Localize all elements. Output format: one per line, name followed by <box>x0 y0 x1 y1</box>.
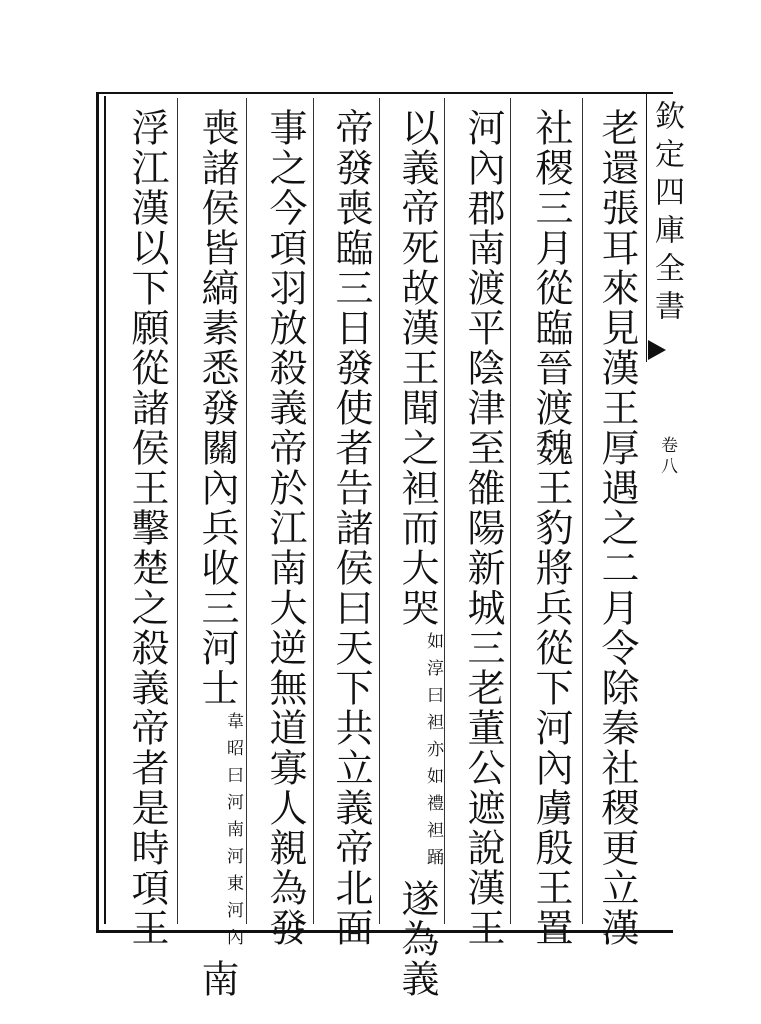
column-rule <box>379 98 380 924</box>
text-column-7 <box>192 108 242 999</box>
text-column-2 <box>526 108 576 948</box>
column-text: 社稷三月從臨晉渡魏王豹將兵從下河內虜殷王置 <box>529 108 573 948</box>
column-text-continued: 南 <box>195 959 239 999</box>
column-rule <box>313 98 314 924</box>
volume-label: 卷八 <box>657 436 677 478</box>
column-text: 以義帝死故漢王聞之袒而大哭 <box>395 108 439 628</box>
column-text: 老還張耳來見漢王厚遇之二月令除秦社稷更立漢 <box>595 108 639 948</box>
interlinear-note: 韋昭曰河南河東河內 <box>223 712 243 955</box>
frame-inner-rule <box>104 96 106 924</box>
column-rule <box>582 98 583 924</box>
text-column-8 <box>122 108 172 948</box>
book-title: 欽定四庫全書 <box>649 100 684 328</box>
text-column-1 <box>592 108 642 948</box>
page-frame <box>96 92 673 933</box>
column-rule <box>177 98 178 924</box>
fishtail-mark <box>648 340 666 360</box>
text-column-6 <box>260 108 310 948</box>
column-rule <box>444 98 445 924</box>
column-text: 浮江漢以下願從諸侯王擊楚之殺義帝者是時項王 <box>125 108 169 948</box>
column-text: 事之今項羽放殺義帝於江南大逆無道寡人親為發 <box>263 108 307 948</box>
column-text-continued: 遂為義 <box>395 879 439 999</box>
column-rule <box>510 98 511 924</box>
interlinear-note: 如淳曰袒亦如禮袒踊 <box>423 632 443 875</box>
column-text: 河內郡南渡平陰津至雒陽新城三老董公遮說漢王 <box>461 108 505 948</box>
text-column-3 <box>458 108 508 948</box>
text-column-4 <box>392 108 442 999</box>
text-column-5 <box>326 108 376 948</box>
column-text: 喪諸侯皆縞素悉發關內兵收三河士 <box>195 108 239 708</box>
column-rule <box>246 98 247 924</box>
column-text: 帝發喪臨三日發使者告諸侯曰天下共立義帝北面 <box>329 108 373 948</box>
